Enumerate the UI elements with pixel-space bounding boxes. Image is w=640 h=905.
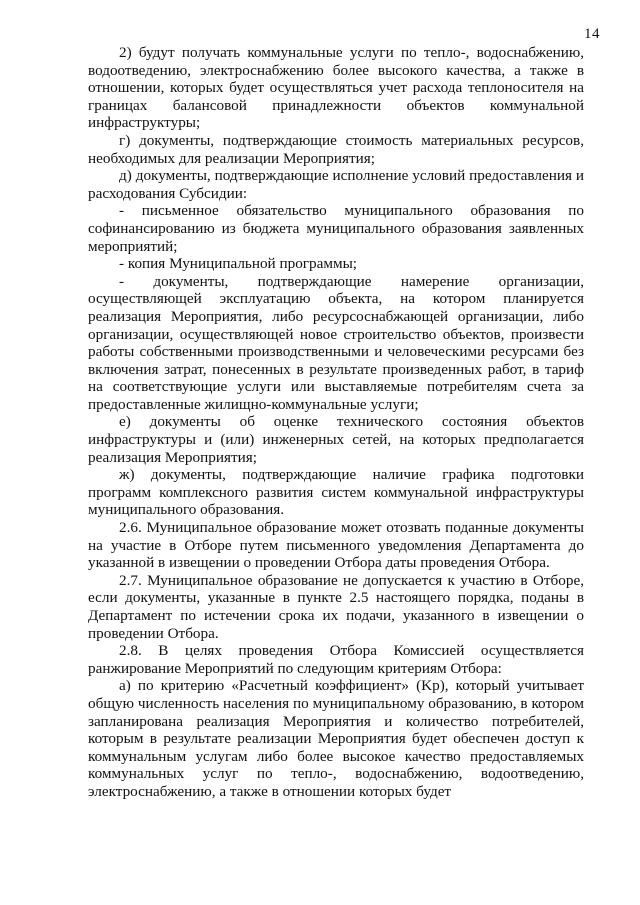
- document-body: [88, 44, 584, 801]
- paragraph-item-2: 2) будут получать коммунальные услуги по тепло-, водоснабжению, водоотведению, электроснабжению более высокого качества, а также в отношении, которых будет осуществляться учет расхода теплоносителя на границах балансовой принадлежности объектов коммунальной инфраструктуры;: [88, 44, 584, 132]
- paragraph-clause-2-7: 2.7. Муниципальное образование не допускается к участию в Отборе, если документы, указанные в пункте 2.5 настоящего порядка, поданы в Департамент по истечении срока их подачи, указанного в извещении о проведении Отбора.: [88, 571, 584, 642]
- paragraph-intent-documents: - документы, подтверждающие намерение организации, осуществляющей эксплуатацию объекта, на котором планируется реализация Мероприятия, либо ресурсоснабжающей организации, либо организации, осуществляющей новое строительство объектов, произвести работы собственными производственными и человеческими ресурсами без включения затрат, понесенных в результате произведенных работ, в тариф на соответствующие услуги или выставляемые потребителям счета за предоставленные жилищно-коммунальные услуги;: [88, 272, 584, 413]
- paragraph-item-zh: ж) документы, подтверждающие наличие графика подготовки программ комплексного развития систем коммунальной инфраструктуры муниципального образования.: [88, 466, 584, 519]
- page-number: 14: [584, 26, 600, 42]
- paragraph-clause-2-8: 2.8. В целях проведения Отбора Комиссией осуществляется ранжирование Мероприятий по следующим критериям Отбора:: [88, 642, 584, 677]
- paragraph-item-d: д) документы, подтверждающие исполнение условий предоставления и расходования Субсидии:: [88, 167, 584, 202]
- paragraph-criterion-a: а) по критерию «Расчетный коэффициент» (Kр), который учитывает общую численность населения по муниципальному образованию, в котором запланирована реализация Мероприятия и количество потребителей, которым в результате реализации Мероприятия будет обеспечен доступ к коммунальным услугам либо более высокое качество предоставляемых коммунальных услуг по тепло-, водоснабжению, водоотведению, электроснабжению, а также в отношении которых будет: [88, 677, 584, 800]
- paragraph-obligation: - письменное обязательство муниципального образования по софинансированию из бюджета муниципального образования заявленных мероприятий;: [88, 202, 584, 255]
- paragraph-item-e: е) документы об оценке технического состояния объектов инфраструктуры и (или) инженерных сетей, на которых предполагается реализация Мероприятия;: [88, 413, 584, 466]
- paragraph-item-g: г) документы, подтверждающие стоимость материальных ресурсов, необходимых для реализации Мероприятия;: [88, 131, 584, 167]
- paragraph-clause-2-6: 2.6. Муниципальное образование может отозвать поданные документы на участие в Отборе путем письменного уведомления Департамента до указанной в извещении о проведении Отбора даты проведения Отбора.: [88, 519, 584, 572]
- paragraph-program-copy: - копия Муниципальной программы;: [119, 255, 358, 273]
